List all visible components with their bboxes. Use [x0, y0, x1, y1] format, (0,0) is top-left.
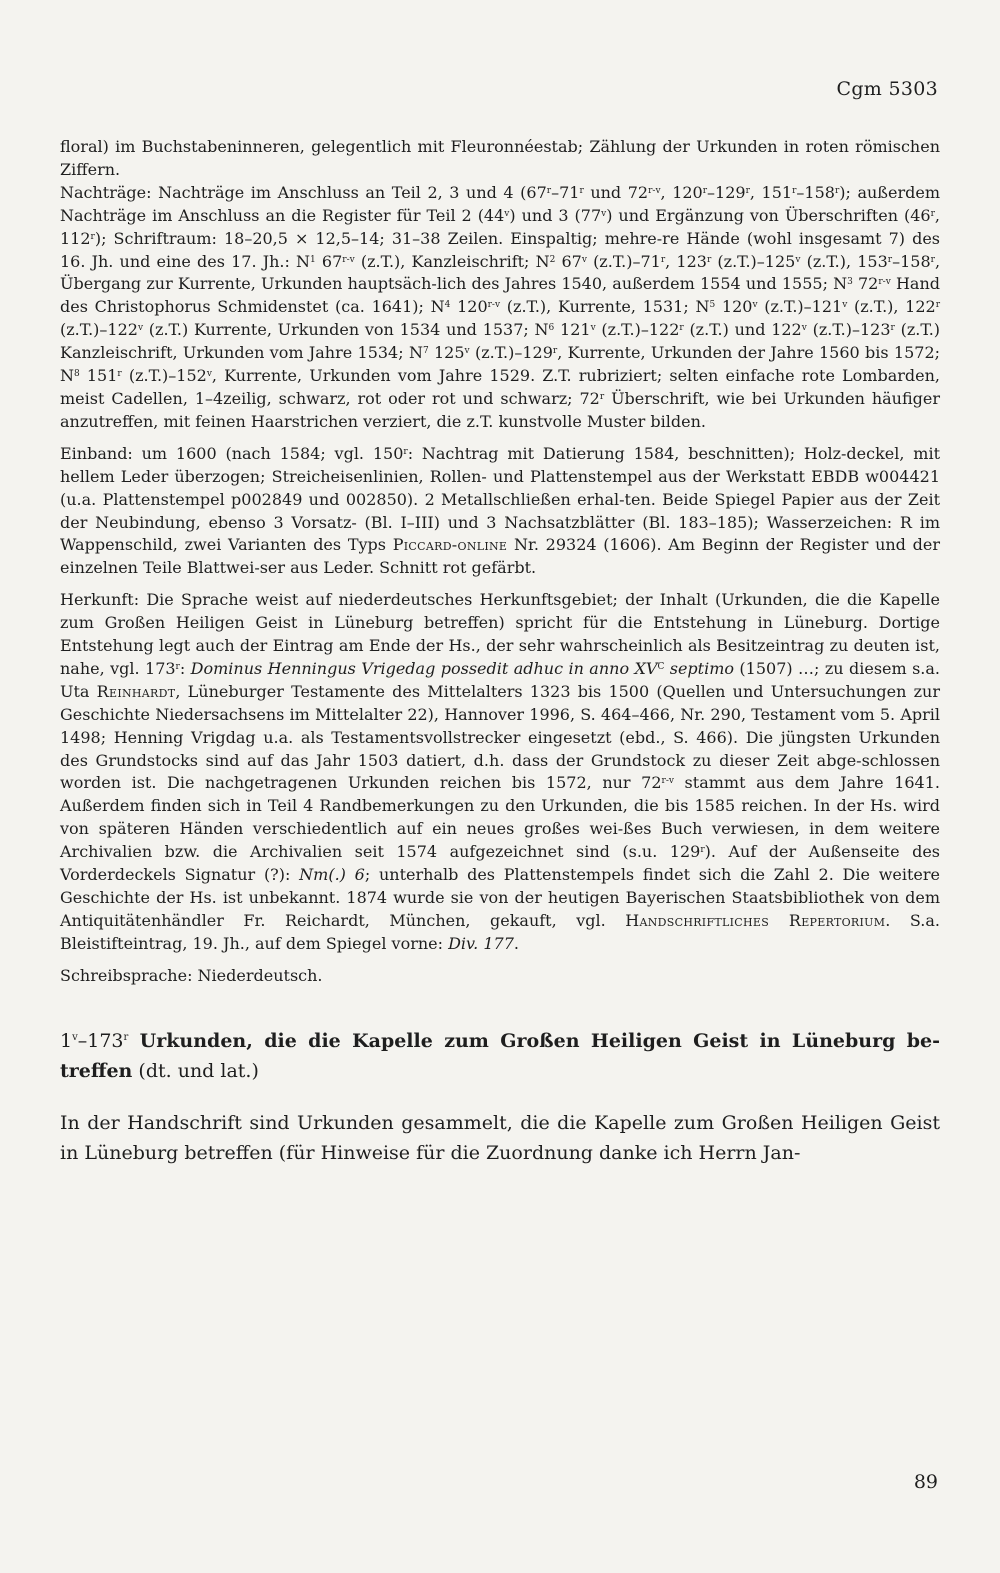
italic-text: Nm(.) 6 [299, 865, 365, 885]
superscript: v [206, 369, 212, 380]
superscript: 3 [847, 277, 853, 288]
einband-paragraph: Einband: um 1600 (nach 1584; vgl. 150$^r$: Nachtrag mit Datierung 1584, beschnitten); Holz-deckel, mit hellem Leder überzogen; Streicheisenlinien, Rollen- und Plattenstempel aus der Werkstatt EBDB w004421 (u.a. Plattenstempel p002849 und 002850). 2 Metallschließen erhal-ten. Beide Spiegel Papier aus der Zeit der Neubindung, ebenso 3 Vorsatz- (Bl. I–III) und 3 Nachsatzblätter (Bl. 183–185); Wasserzeichen: R im Wappenschild, zwei Varianten des Typs Piccard-online Nr. 29324 (1606). Am Beginn der Register und der einzelnen Teile Blattwei-ser aus Leder. Schnitt rot gefärbt. [60, 443, 941, 578]
superscript: 5 [709, 300, 716, 311]
superscript: r [403, 446, 408, 457]
superscript: r [546, 185, 552, 196]
superscript: r [930, 208, 935, 219]
italic-text: Dominus Henningus Vrigedag possedit adhuc in anno XV [190, 658, 658, 678]
superscript: 2 [549, 254, 556, 265]
superscript: C [657, 661, 665, 672]
superscript: r [175, 661, 180, 672]
superscript: v [72, 1031, 78, 1043]
superscript: r [552, 346, 558, 357]
superscript: r [890, 323, 895, 334]
superscript: r [679, 323, 684, 334]
superscript: r [935, 300, 941, 311]
superscript: r-v [878, 277, 891, 288]
superscript: r [792, 185, 797, 196]
superscript: r [834, 185, 840, 196]
running-title: Cgm 5303 [836, 78, 938, 100]
small-caps-text: Handschriftliches Repertorium [625, 910, 886, 930]
superscript: r [930, 254, 935, 265]
section-intro-paragraph: In der Handschrift sind Urkunden gesammelt, die die Kapelle zum Großen Heiligen Geist in Lüneburg betreffen (für Hinweise für die Zuordnung danke ich Herrn Jan- [60, 1111, 940, 1164]
herkunft-paragraph: Herkunft: Die Sprache weist auf niederdeutsches Herkunftsgebiet; der Inhalt (Urkunden, die die Kapelle zum Großen Heiligen Geist in Lüneburg betreffen) spricht für die Entstehung in Lüneburg. Dortige Entstehung legt auch der Eintrag am Ende der Hs., der sehr wahrscheinlich als Besitzeintrag zu deuten ist, nahe, vgl. 173$^r$: Dominus Henningus Vrigedag possedit adhuc in anno $XV^C$ septimo (1507) …; zu diesem s.a. Uta Reinhardt, Lüneburger Testamente des Mittelalters 1323 bis 1500 (Quellen und Untersuchungen zur Geschichte Niedersachsens im Mittelalter 22), Hannover 1996, S. 464–466, Nr. 290, Testament vom 5. April 1498; Henning Vrigdag u.a. als Testamentsvollstrecker eingesetzt (ebd., S. 466). Die jüngsten Urkunden des Grundstocks sind auf das Jahr 1503 datiert, d.h. dass der Grundstock zu dieser Zeit abge-schlossen worden ist. Die nachgetragenen Urkunden reichen bis 1572, nur 72$^{r-v}$ stammt aus dem Jahre 1641. Außerdem finden sich in Teil 4 Randbemerkungen zu den Urkunden, die bis 1585 reichen. In der Hs. wird von späteren Händen verschiedentlich auf ein neues großes wei-ßes Buch verwiesen, in dem weitere Archivalien bzw. die Archivalien seit 1574 aufgezeichnet sind (s.u. 129$^r$). Auf der Außenseite des Vorderdeckels Signatur (?): Nm(.) 6; unterhalb des Plattenstempels findet sich die Zahl 2. Die weitere Geschichte der Hs. ist unbekannt. 1874 wurde sie von der heutigen Bayerischen Staatsbibliothek von dem Antiquitätenhändler Fr. Reichardt, München, gekauft, vgl. Handschriftliches Repertorium. S.a. Bleistifteintrag, 19. Jh., auf dem Spiegel vorne: Div. 177. [60, 590, 941, 953]
superscript: v [504, 208, 510, 219]
italic-text: septimo [664, 658, 735, 678]
page-number: 89 [913, 1471, 938, 1493]
italic-text: Div. 177 [448, 933, 514, 953]
small-caps-text: Reinhardt [96, 681, 176, 701]
superscript: 8 [74, 369, 80, 380]
superscript: v [795, 254, 801, 265]
superscript: v [581, 254, 587, 265]
decoration-paragraph: floral) im Buchstabeninneren, gelegentlich mit Fleuronnéestab; Zählung der Urkunden in roten römischen Ziffern. [60, 137, 940, 179]
superscript: r-v [661, 776, 674, 787]
superscript: v [590, 323, 596, 334]
catalog-entry-body [60, 136, 940, 1168]
superscript: r [660, 254, 666, 265]
superscript: v [601, 208, 607, 219]
schreibsprache-paragraph: Schreibsprache: Niederdeutsch. [60, 965, 323, 985]
superscript: v [464, 346, 470, 357]
description-block [60, 136, 940, 434]
superscript: r [117, 369, 122, 380]
superscript: v [842, 300, 848, 311]
superscript: r-v [487, 300, 501, 311]
superscript: r [700, 845, 705, 856]
superscript: r [599, 391, 605, 402]
superscript: 6 [548, 323, 555, 334]
superscript: 4 [444, 300, 451, 311]
superscript: r [887, 254, 893, 265]
superscript: r [579, 185, 584, 196]
section-heading: 1$^v$–173$^r$ Urkunden, die die Kapelle zum Großen Heiligen Geist in Lüneburg be-treffen (dt. und lat.) [60, 1029, 940, 1082]
small-caps-text: Piccard-online [392, 535, 508, 555]
superscript: 7 [422, 346, 429, 357]
superscript: r [123, 1031, 129, 1043]
superscript: r [702, 185, 708, 196]
superscript: v [752, 300, 758, 311]
superscript: v [801, 323, 807, 334]
superscript: v [137, 323, 144, 334]
superscript: r [706, 254, 712, 265]
superscript: r-v [648, 185, 661, 196]
superscript: r [745, 185, 750, 196]
nachtraege-paragraph: Nachträge: Nachträge im Anschluss an Teil 2, 3 und 4 (67$^r$–71$^r$ und 72$^{r-v}$, 120$^r$–129$^r$, 151$^r$–158$^r$); außerdem Nachträge im Anschluss an die Register für Teil 2 (44$^v$) und 3 (77$^v$) und Ergänzung von Überschriften (46$^r$, 112$^r$); Schriftraum: 18–20,5 × 12,5–14; 31–38 Zeilen. Einspaltig; mehre-re Hände (wohl insgesamt 7) des 16. Jh. und eine des 17. Jh.: $N^1$ 67$^{r-v}$ (z.T.), Kanzleischrift; $N^2$ 67$^v$ (z.T.)–71$^r$, 123$^r$ (z.T.)–125$^v$ (z.T.), 153$^r$–158$^r$, Übergang zur Kurrente, Urkunden hauptsäch-lich des Jahres 1540, außerdem 1554 und 1555; $N^3$ 72$^{r-v}$ Hand des Christophorus Schmidenstet (ca. 1641); $N^4$ 120$^{r-v}$ (z.T.), Kurrente, 1531; $N^5$ 120$^v$ (z.T.)–121$^v$ (z.T.), 122$^r$ (z.T.)–122$^v$ (z.T.) Kurrente, Urkunden von 1534 und 1537; $N^6$ 121$^v$ (z.T.)–122$^r$ (z.T.) und 122$^v$ (z.T.)–123$^r$ (z.T.) Kanzleischrift, Urkunden vom Jahre 1534; $N^7$ 125$^v$ (z.T.)–129$^r$, Kurrente, Urkunden der Jahre 1560 bis 1572; $N^8$ 151$^r$ (z.T.)–152$^v$, Kurrente, Urkunden vom Jahre 1529. Z.T. rubriziert; selten einfache rote Lombarden, meist Cadellen, 1–4zeilig, schwarz, rot oder rot und schwarz; 72$^r$ Überschrift, wie bei Urkunden häufiger anzutreffen, mit feinen Haarstrichen verziert, die z.T. kunstvolle Muster bilden. [60, 182, 941, 431]
superscript: 1 [310, 254, 316, 265]
superscript: r [90, 231, 95, 242]
bold-text: Urkunden, die die Kapelle zum Großen Heiligen Geist in Lüneburg be-treffen [60, 1029, 940, 1082]
superscript: r-v [342, 254, 355, 265]
